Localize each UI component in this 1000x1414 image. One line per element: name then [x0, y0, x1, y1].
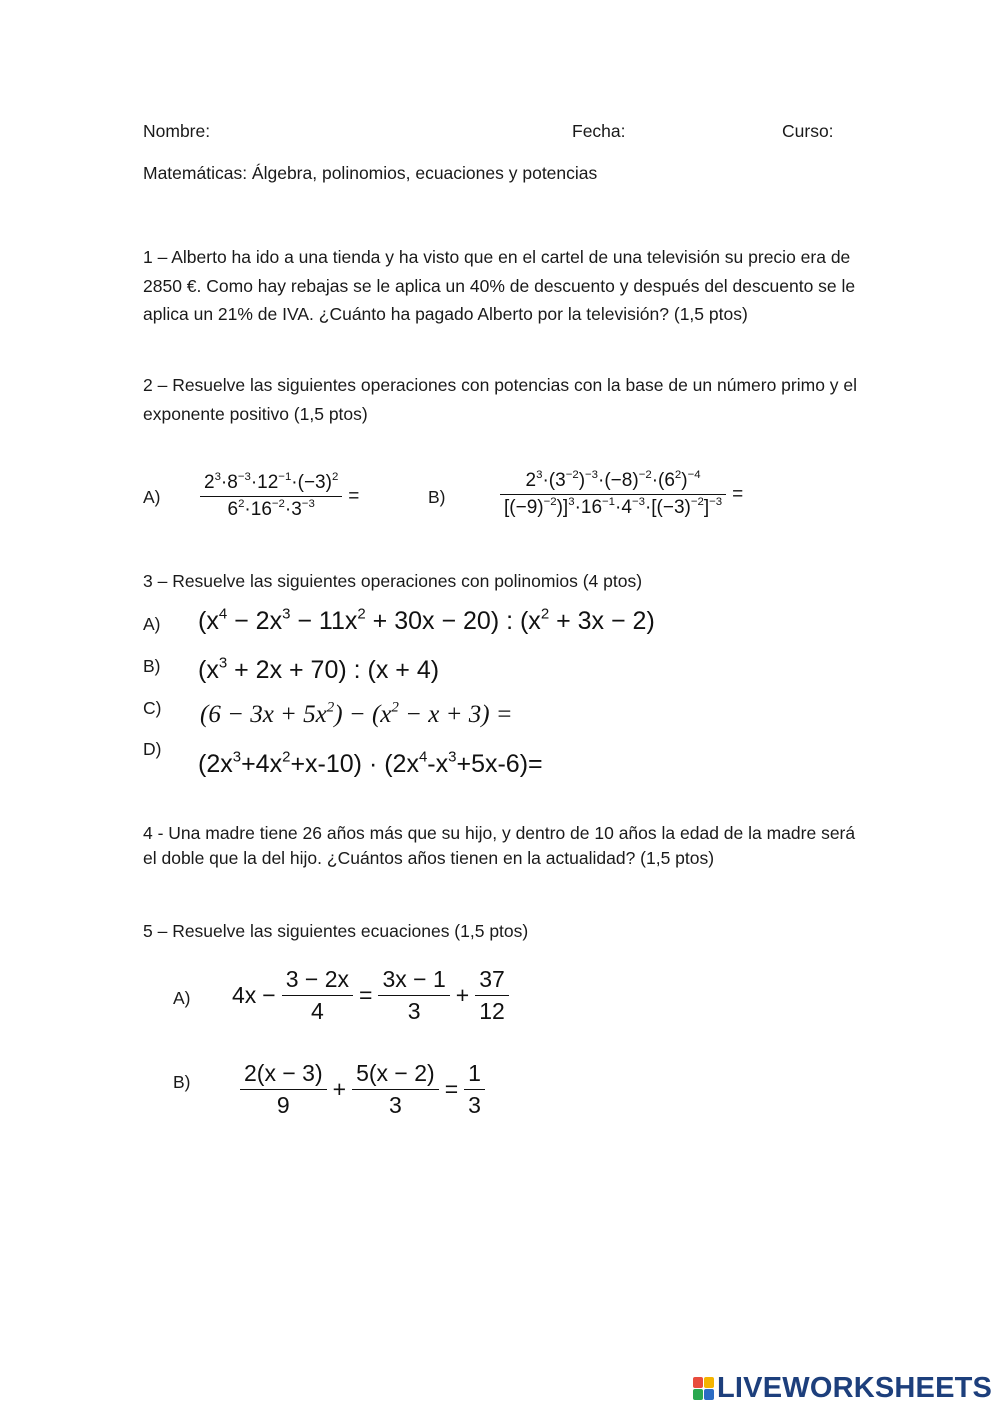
q2-a-expression: $\frac{2^3\cdot 8^{-3}\cdot 12^{-1}\cdot(-3)^2}{6^2\cdot 16^{-2}\cdot 3^{-3}}$ =: [200, 472, 361, 521]
q3-a-label: A): [143, 614, 161, 634]
q3-d-label: D): [143, 739, 162, 759]
question-2: 2 – Resuelve las siguientes operaciones con potencias con la base de un número primo y el exponente positivo (1,5 ptos): [143, 375, 858, 424]
curso-label: Curso:: [782, 121, 834, 141]
subject-title: Matemáticas: Álgebra, polinomios, ecuaciones y potencias: [143, 163, 598, 183]
q5-a-equation: 4x − $\frac{3 - 2x}{4}$ = $\frac{3x - 1}{3}$ + $\frac{37}{12}$: [232, 966, 509, 1025]
q2-a-label: A): [143, 487, 161, 507]
question-4: 4 - Una madre tiene 26 años más que su hijo, y dentro de 10 años la edad de la madre será el doble que la del hijo. ¿Cuántos años tienen en la actualidad? (1,5 ptos): [143, 823, 856, 868]
nombre-label: Nombre:: [143, 121, 211, 141]
q3-a-expression: $(x^4 - 2x^3 - 11x^2 + 30x - 20)$ : $(x^2 + 3x - 2)$: [198, 605, 655, 635]
question-3: 3 – Resuelve las siguientes operaciones con polinomios (4 ptos): [143, 571, 643, 591]
q5-a-label: A): [173, 988, 191, 1008]
q3-c-expression: $(6 - 3x + 5x^2) - (x^2 - x + 3)$ =: [200, 699, 513, 728]
question-1: 1 – Alberto ha ido a una tienda y ha visto que en el cartel de una televisión su precio era de 2850 €. Como hay rebajas se le aplica un 40% de descuento y después del descuento se le aplica un 21% de IVA. ¿Cuánto ha pagado Alberto por la televisión? (1,5 ptos): [143, 247, 856, 324]
q5-b-equation: $\frac{2(x - 3)}{9}$ + $\frac{5(x - 2)}{3}$ = $\frac{1}{3}$: [240, 1060, 485, 1119]
q3-c-label: C): [143, 698, 162, 718]
logo-mark-icon: [693, 1377, 714, 1400]
q5-b-label: B): [173, 1072, 191, 1092]
q2-b-expression: $\frac{2^3\cdot(3^{-2})^{-3}\cdot(-8)^{-2}\cdot(6^2)^{-4}}{[(-9)^{-2})]^3\cdot 16^{-1}\cdot 4^{-3}\cdot[(-3)^{-2}]^{-3}}$ =: [500, 470, 745, 519]
question-5: 5 – Resuelve las siguientes ecuaciones (1,5 ptos): [143, 921, 529, 941]
q3-b-label: B): [143, 656, 161, 676]
q2-b-label: B): [428, 487, 446, 507]
q3-b-expression: $(x^3 + 2x + 70)$ : (x + 4): [198, 654, 440, 684]
fecha-label: Fecha:: [572, 121, 626, 141]
liveworksheets-logo: [693, 1372, 992, 1405]
logo-text: LIVEWORKSHEETS: [717, 1372, 993, 1404]
q3-d-expression: $(2x^3+4x^2+x-10) \cdot (2x^4-x^3+5x-6)=$: [198, 748, 543, 778]
